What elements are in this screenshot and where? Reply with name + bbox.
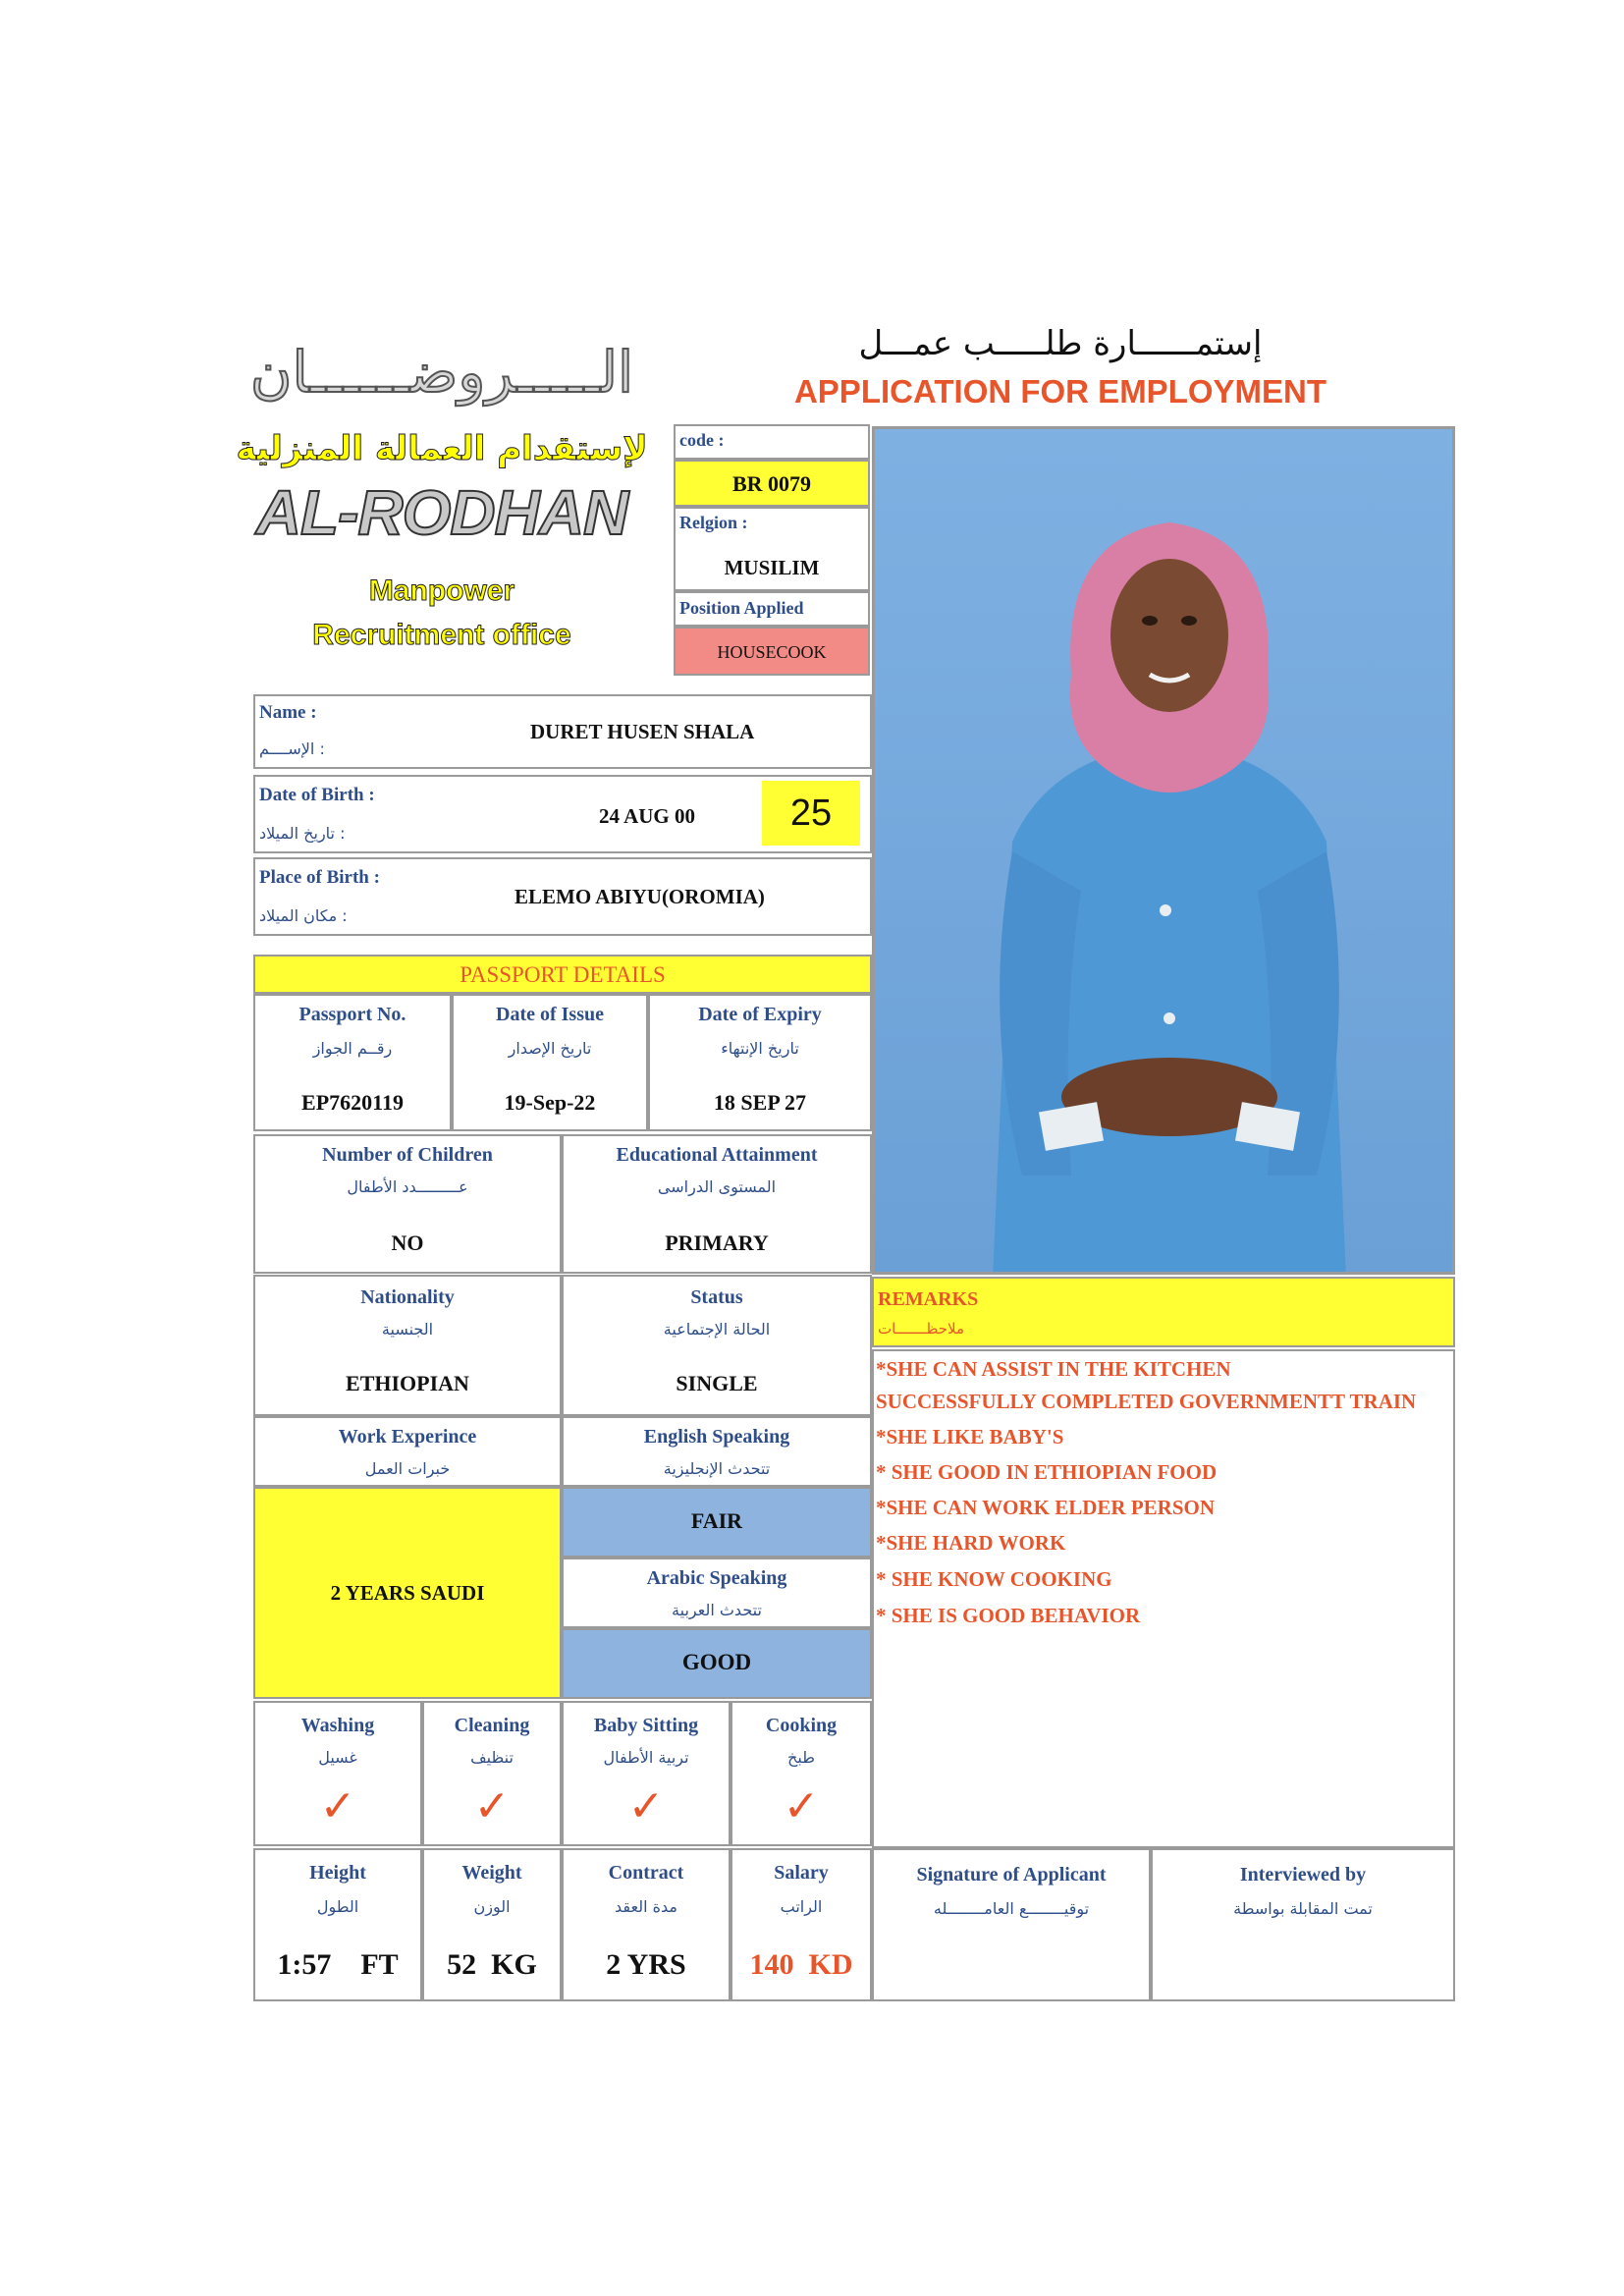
- religion-cell: [674, 507, 870, 591]
- position-label: Position Applied: [679, 598, 804, 618]
- skill-washing-label: Washing: [300, 1715, 375, 1736]
- applicant-photo-icon: [875, 429, 1455, 1275]
- children-label-ar: عـــــــــدد الأطفال: [347, 1177, 468, 1196]
- remarks-title: REMARKS: [878, 1288, 979, 1310]
- logo-line-manpower: Manpower: [368, 574, 515, 607]
- contract-value: 2 YRS: [606, 1948, 686, 1981]
- children-cell: [253, 1134, 562, 1274]
- religion-value: MUSILIM: [724, 556, 820, 579]
- pob-label: Place of Birth :: [259, 867, 380, 888]
- education-cell: [562, 1134, 872, 1274]
- english-label-ar: تتحدث الإنجليزية: [663, 1459, 771, 1478]
- arabic-label-ar: تتحدث العربية: [672, 1601, 762, 1619]
- passport-number-label-ar: رقــم الجواز: [312, 1039, 393, 1058]
- logo-arabic-name: الـــــروضــــــان: [249, 339, 634, 406]
- position-label-cell: [674, 591, 870, 627]
- status-cell: [562, 1275, 872, 1416]
- english-value: FAIR: [690, 1508, 743, 1533]
- skill-baby-sitting-label-ar: تربية الأطفال: [603, 1748, 689, 1767]
- passport-number-label: Passport No.: [298, 1004, 406, 1025]
- remark-item: * SHE IS GOOD BEHAVIOR: [876, 1604, 1141, 1627]
- height-label-ar: الطول: [316, 1897, 359, 1916]
- arabic-label-cell: [562, 1558, 872, 1628]
- nationality-label: Nationality: [360, 1286, 455, 1308]
- passport-expiry-cell: [648, 994, 872, 1131]
- passport-expiry-label-ar: تاريخ الإنتهاء: [721, 1039, 799, 1058]
- remark-item: *SHE CAN WORK ELDER PERSON: [876, 1496, 1216, 1519]
- skill-cooking: [731, 1701, 872, 1846]
- skill-cooking-label: Cooking: [765, 1715, 838, 1736]
- remark-item: SUCCESSFULLY COMPLETED GOVERNMENTT TRAIN: [876, 1390, 1417, 1413]
- arabic-label: Arabic Speaking: [646, 1567, 787, 1589]
- salary-label-ar: الراتب: [780, 1897, 823, 1916]
- contract-label-ar: مدة العقد: [615, 1897, 677, 1916]
- status-label-ar: الحالة الإجتماعية: [663, 1320, 771, 1339]
- name-value: DURET HUSEN SHALA: [530, 720, 755, 743]
- logo-latin-name: AL-RODHAN: [255, 477, 628, 548]
- english-value-cell: [562, 1487, 872, 1558]
- weight-cell: [422, 1848, 562, 2001]
- remarks-header: [872, 1277, 1455, 1347]
- weight-label-ar: الوزن: [473, 1897, 511, 1916]
- passport-number-cell: [253, 994, 452, 1131]
- weight-label: Weight: [461, 1862, 522, 1884]
- passport-title-bar: [253, 955, 872, 994]
- english-label: English Speaking: [643, 1426, 790, 1448]
- position-value-cell: [674, 627, 870, 676]
- salary-cell: [731, 1848, 872, 2001]
- experience-value: 2 YEARS SAUDI: [330, 1581, 485, 1605]
- pob-value: ELEMO ABIYU(OROMIA): [514, 885, 765, 908]
- height-cell: [253, 1848, 422, 2001]
- remark-item: *SHE HARD WORK: [876, 1531, 1066, 1555]
- skill-cleaning: [422, 1701, 562, 1846]
- status-label: Status: [690, 1286, 743, 1308]
- signature-label: Signature of Applicant: [916, 1864, 1107, 1886]
- weight-value: 52 KG: [447, 1948, 537, 1981]
- remark-item: * SHE KNOW COOKING: [876, 1567, 1112, 1591]
- skill-cleaning-label-ar: تنظيف: [470, 1748, 514, 1767]
- title-english: APPLICATION FOR EMPLOYMENT: [793, 373, 1327, 410]
- skill-cleaning-label: Cleaning: [454, 1715, 530, 1736]
- logo-arabic-sub: لإستقدام العمالة المنزلية: [236, 429, 648, 468]
- education-label-ar: المستوى الدراسى: [657, 1177, 777, 1196]
- passport-issue-label: Date of Issue: [496, 1004, 604, 1025]
- code-value: BR 0079: [731, 471, 812, 496]
- applicant-photo: [872, 426, 1455, 1275]
- passport-title: PASSPORT DETAILS: [460, 962, 666, 987]
- remarks-title-ar: ملاحظـــــــات: [878, 1320, 965, 1338]
- salary-label: Salary: [774, 1862, 829, 1884]
- nationality-value: ETHIOPIAN: [346, 1371, 469, 1395]
- company-logo: [236, 339, 648, 663]
- nationality-cell: [253, 1275, 562, 1416]
- dob-label-ar: تاريخ الميلاد :: [259, 824, 346, 843]
- title-arabic: إستمــــــارة طلـــــب عمـــل: [858, 324, 1263, 363]
- experience-label: Work Experince: [338, 1426, 477, 1448]
- interviewed-label-ar: تمت المقابلة بواسطة: [1233, 1899, 1373, 1918]
- experience-value-cell: [253, 1487, 562, 1699]
- code-value-cell: [674, 460, 870, 507]
- children-value: NO: [391, 1230, 424, 1255]
- passport-number-value: EP7620119: [301, 1090, 404, 1115]
- education-label: Educational Attainment: [616, 1144, 818, 1166]
- experience-label-cell: [253, 1416, 562, 1487]
- pob-row: [253, 857, 872, 936]
- age-box: [762, 781, 860, 846]
- passport-issue-label-ar: تاريخ الإصدار: [508, 1039, 592, 1058]
- remark-item: *SHE LIKE BABY'S: [876, 1425, 1064, 1449]
- logo-line-recruitment: Recruitment office: [312, 619, 571, 651]
- name-row: [253, 694, 872, 769]
- salary-value: 140 KD: [749, 1948, 853, 1981]
- check-mark-icon: ✓: [627, 1781, 665, 1831]
- pob-label-ar: مكان الميلاد :: [259, 906, 348, 925]
- age-value: 25: [789, 793, 833, 834]
- skill-baby-sitting: [562, 1701, 731, 1846]
- passport-expiry-label: Date of Expiry: [698, 1004, 822, 1025]
- skill-washing-label-ar: غسيل: [318, 1748, 357, 1767]
- dob-value: 24 AUG 00: [599, 804, 696, 828]
- status-value: SINGLE: [676, 1371, 758, 1395]
- nationality-label-ar: الجنسية: [381, 1320, 434, 1339]
- children-label: Number of Children: [322, 1144, 493, 1166]
- check-mark-icon: ✓: [473, 1781, 511, 1831]
- name-label: Name :: [259, 702, 317, 723]
- passport-expiry-value: 18 SEP 27: [713, 1090, 807, 1115]
- position-value: HOUSECOOK: [717, 642, 827, 662]
- arabic-value: GOOD: [681, 1650, 752, 1674]
- skill-cooking-label-ar: طبخ: [787, 1748, 815, 1767]
- skill-washing: [253, 1701, 422, 1846]
- name-label-ar: الإســــم :: [259, 739, 325, 758]
- height-label: Height: [309, 1862, 366, 1884]
- signature-label-ar: توقيــــــــع العامــــــــله: [933, 1899, 1090, 1918]
- passport-issue-cell: [452, 994, 648, 1131]
- passport-issue-value: 19-Sep-22: [504, 1090, 596, 1115]
- experience-label-ar: خبرات العمل: [364, 1459, 451, 1478]
- english-label-cell: [562, 1416, 872, 1487]
- contract-label: Contract: [608, 1862, 684, 1884]
- code-label: code :: [679, 430, 725, 450]
- dob-label: Date of Birth :: [259, 785, 375, 805]
- arabic-value-cell: [562, 1628, 872, 1699]
- education-value: PRIMARY: [665, 1230, 769, 1255]
- code-label-cell: [674, 424, 870, 460]
- interviewed-cell: [1151, 1848, 1455, 2001]
- remark-item: *SHE CAN ASSIST IN THE KITCHEN: [876, 1357, 1231, 1381]
- remark-item: * SHE GOOD IN ETHIOPIAN FOOD: [876, 1460, 1218, 1484]
- signature-cell: [872, 1848, 1151, 2001]
- height-value: 1:57 FT: [277, 1948, 399, 1981]
- religion-label: Relgion :: [679, 513, 748, 532]
- interviewed-label: Interviewed by: [1239, 1864, 1367, 1886]
- check-mark-icon: ✓: [319, 1781, 356, 1831]
- contract-cell: [562, 1848, 731, 2001]
- skill-baby-sitting-label: Baby Sitting: [593, 1715, 699, 1736]
- check-mark-icon: ✓: [783, 1781, 820, 1831]
